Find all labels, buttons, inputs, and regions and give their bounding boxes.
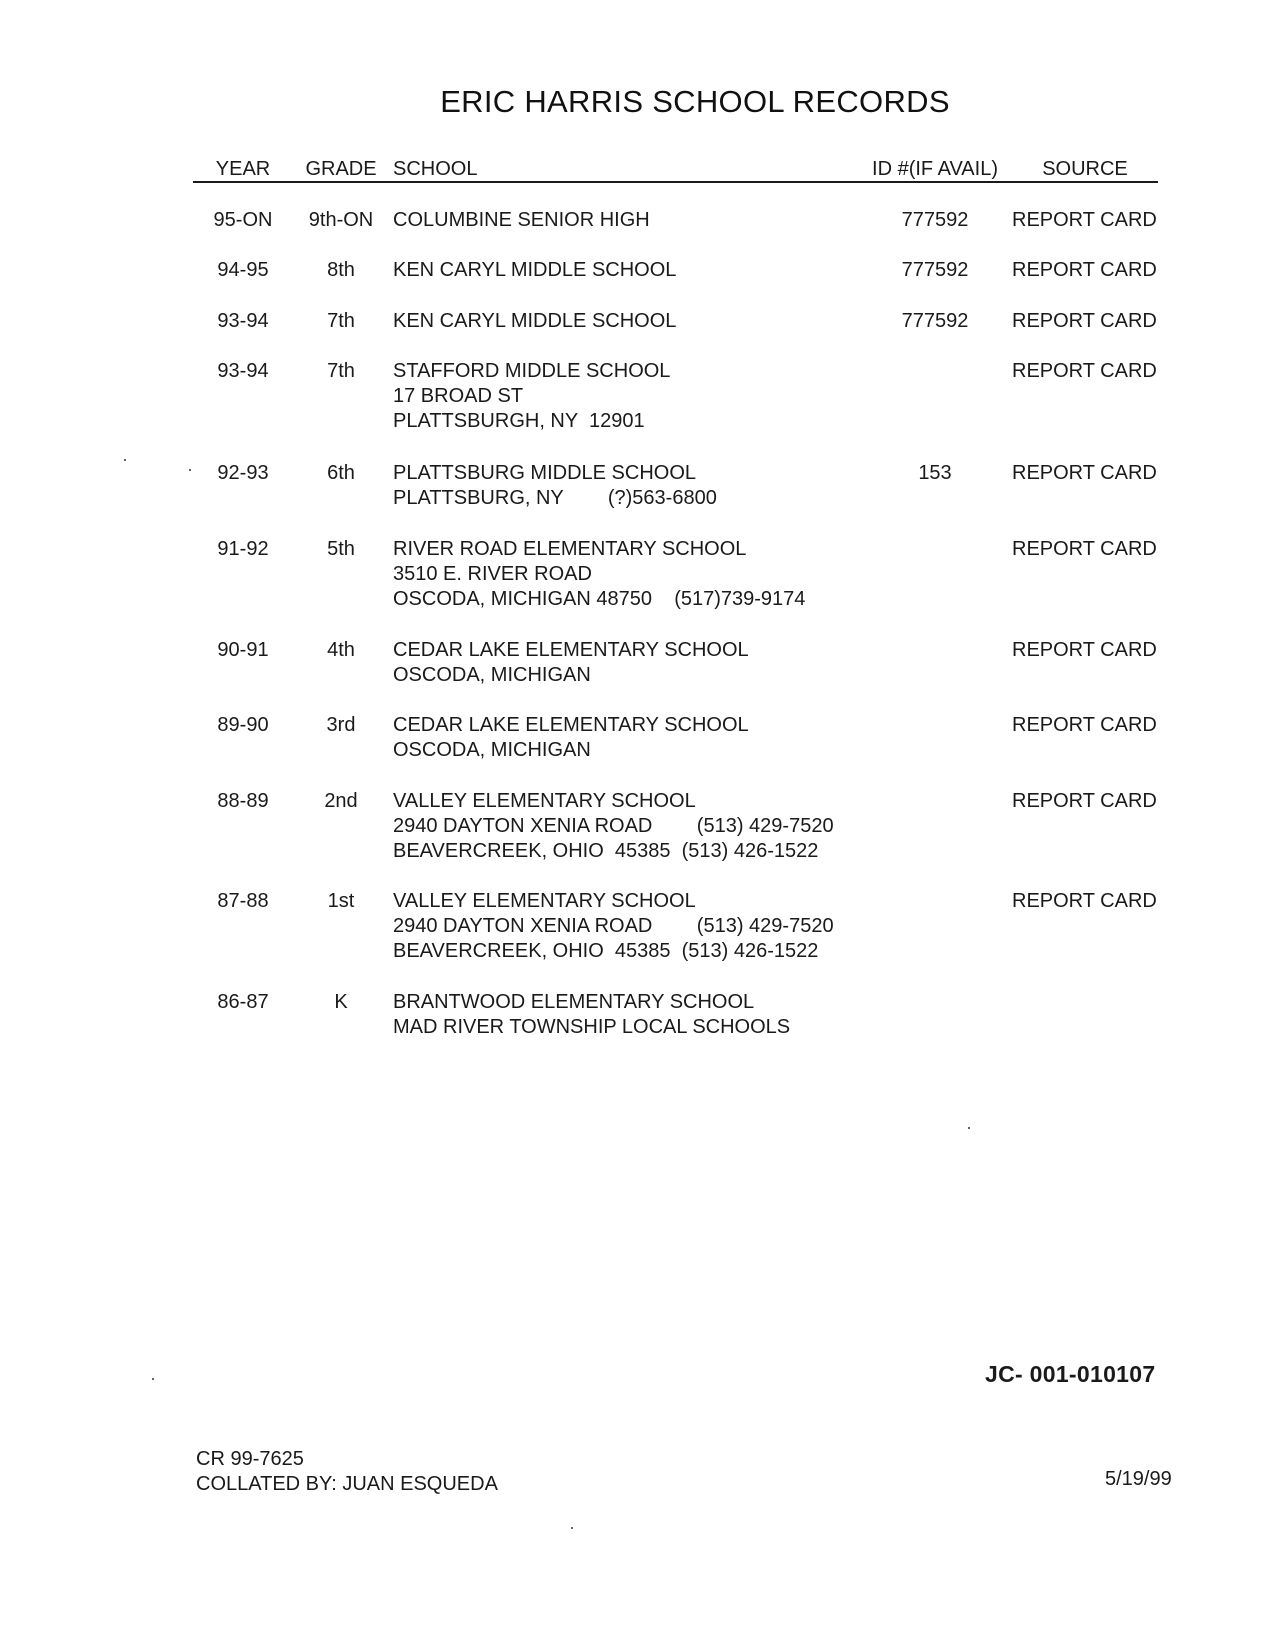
school-line: 2940 DAYTON XENIA ROAD (513) 429-7520 — [393, 915, 834, 937]
id-cell: 777592 — [901, 259, 969, 281]
scan-speck — [124, 459, 126, 461]
scan-speck — [189, 469, 191, 471]
school-cell — [393, 461, 873, 511]
school-line: BEAVERCREEK, OHIO 45385 (513) 426-1522 — [393, 840, 819, 862]
year-cell: 86-87 — [217, 991, 269, 1013]
school-line: KEN CARYL MIDDLE SCHOOL — [393, 259, 677, 281]
scan-speck — [968, 1127, 970, 1129]
year-cell: 90-91 — [217, 639, 269, 661]
scan-speck — [571, 1527, 573, 1529]
grade-cell: 1st — [327, 890, 355, 912]
school-line: VALLEY ELEMENTARY SCHOOL — [393, 890, 696, 912]
document-id: JC- 001-010107 — [985, 1361, 1156, 1387]
school-cell — [393, 537, 873, 612]
source-cell: REPORT CARD — [1012, 790, 1157, 812]
year-cell: 93-94 — [217, 310, 269, 332]
school-line: 17 BROAD ST — [393, 385, 524, 407]
school-cell — [393, 990, 873, 1040]
source-cell: REPORT CARD — [1012, 462, 1157, 484]
year-cell: 88-89 — [217, 790, 269, 812]
grade-cell: 9th-ON — [308, 209, 374, 231]
school-line: KEN CARYL MIDDLE SCHOOL — [393, 310, 677, 332]
school-line: BRANTWOOD ELEMENTARY SCHOOL — [393, 991, 755, 1013]
source-cell: REPORT CARD — [1012, 538, 1157, 560]
school-line: OSCODA, MICHIGAN — [393, 664, 591, 686]
grade-cell: 4th — [327, 639, 355, 661]
column-header-school: SCHOOL — [393, 158, 478, 180]
school-line: 3510 E. RIVER ROAD — [393, 563, 592, 585]
source-cell: REPORT CARD — [1012, 890, 1157, 912]
school-cell — [393, 713, 873, 763]
grade-cell: 6th — [327, 462, 355, 484]
year-cell: 93-94 — [217, 360, 269, 382]
school-line: RIVER ROAD ELEMENTARY SCHOOL — [393, 538, 747, 560]
year-cell: 92-93 — [217, 462, 269, 484]
school-cell — [393, 258, 873, 283]
school-cell — [393, 309, 873, 334]
grade-cell: 7th — [327, 310, 355, 332]
id-cell: 153 — [918, 462, 952, 484]
school-line: MAD RIVER TOWNSHIP LOCAL SCHOOLS — [393, 1016, 791, 1038]
school-line: 2940 DAYTON XENIA ROAD (513) 429-7520 — [393, 815, 834, 837]
source-cell: REPORT CARD — [1012, 310, 1157, 332]
grade-cell: 8th — [327, 259, 355, 281]
id-cell: 777592 — [901, 310, 969, 332]
scan-speck — [152, 1378, 154, 1380]
source-cell: REPORT CARD — [1012, 639, 1157, 661]
source-cell: REPORT CARD — [1012, 714, 1157, 736]
school-line: OSCODA, MICHIGAN 48750 (517)739-9174 — [393, 588, 806, 610]
case-number: CR 99-7625 — [196, 1448, 304, 1470]
school-cell — [393, 789, 873, 864]
school-cell — [393, 359, 873, 434]
school-line: PLATTSBURG, NY (?)563-6800 — [393, 487, 717, 509]
source-cell: REPORT CARD — [1012, 209, 1157, 231]
school-line: COLUMBINE SENIOR HIGH — [393, 209, 650, 231]
source-cell: REPORT CARD — [1012, 259, 1157, 281]
source-cell: REPORT CARD — [1012, 360, 1157, 382]
school-line: STAFFORD MIDDLE SCHOOL — [393, 360, 671, 382]
column-header-year: YEAR — [215, 158, 271, 180]
column-header-id: ID #(IF AVAIL) — [872, 158, 998, 180]
grade-cell: 5th — [327, 538, 355, 560]
school-line: VALLEY ELEMENTARY SCHOOL — [393, 790, 696, 812]
school-line: BEAVERCREEK, OHIO 45385 (513) 426-1522 — [393, 940, 819, 962]
id-cell: 777592 — [901, 209, 969, 231]
document-date: 5/19/99 — [1105, 1468, 1172, 1490]
year-cell: 87-88 — [217, 890, 269, 912]
collated-by: COLLATED BY: JUAN ESQUEDA — [196, 1473, 498, 1495]
school-cell — [393, 889, 873, 964]
school-line: OSCODA, MICHIGAN — [393, 739, 591, 761]
year-cell: 91-92 — [217, 538, 269, 560]
year-cell: 95-ON — [213, 209, 273, 231]
grade-cell: 3rd — [326, 714, 356, 736]
school-line: CEDAR LAKE ELEMENTARY SCHOOL — [393, 714, 749, 736]
school-cell — [393, 638, 873, 688]
column-header-source: SOURCE — [1042, 158, 1128, 180]
grade-cell: K — [334, 991, 348, 1013]
grade-cell: 2nd — [324, 790, 358, 812]
school-line: PLATTSBURGH, NY 12901 — [393, 410, 645, 432]
grade-cell: 7th — [327, 360, 355, 382]
school-cell — [393, 208, 873, 233]
header-rule — [193, 181, 1158, 183]
school-line: CEDAR LAKE ELEMENTARY SCHOOL — [393, 639, 749, 661]
page-title: ERIC HARRIS SCHOOL RECORDS — [440, 84, 950, 119]
school-line: PLATTSBURG MIDDLE SCHOOL — [393, 462, 697, 484]
year-cell: 89-90 — [217, 714, 269, 736]
year-cell: 94-95 — [217, 259, 269, 281]
column-header-grade: GRADE — [305, 158, 377, 180]
